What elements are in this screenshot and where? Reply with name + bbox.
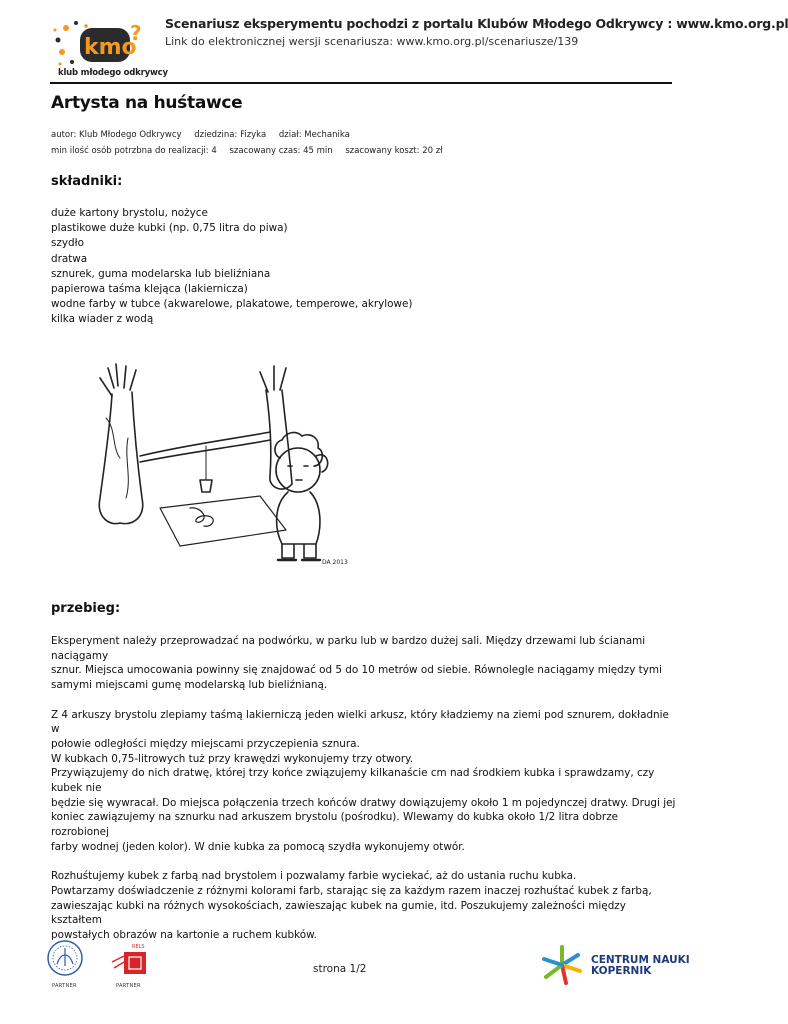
cnk-wordmark — [591, 955, 690, 977]
list-item: plastikowe duże kubki (np. 0,75 litra do piwa) — [51, 222, 288, 235]
text-line: połowie odległości między miejscami przyczepienia sznura. — [51, 737, 360, 750]
text-line: powstałych obrazów na kartonie a ruchem kubków. — [51, 929, 317, 942]
ingredients-heading: składniki: — [51, 174, 123, 189]
text-line: W kubkach 0,75-litrowych tuż przy krawędzi wykonujemy trzy otwory. — [51, 752, 414, 765]
cnk-line-1: CENTRUM NAUKI — [591, 954, 690, 966]
svg-text:RELS: RELS — [132, 944, 145, 950]
partner-1-logo — [45, 938, 85, 980]
partner-2-logo — [110, 942, 152, 978]
page-header — [0, 0, 788, 90]
meta-field: dziedzina: Fizyka — [194, 130, 267, 140]
source-line: Scenariusz eksperymentu pochodzi z portalu Klubów Młodego Odkrywcy : www.kmo.org.pl — [165, 16, 788, 31]
meta-time: szacowany czas: 45 min — [229, 146, 333, 156]
list-item: szydło — [51, 237, 84, 250]
cnk-logo — [540, 943, 585, 988]
procedure-heading: przebieg: — [51, 601, 121, 616]
list-item: kilka wiader z wodą — [51, 313, 154, 326]
text-line: sznur. Miejsca umocowania powinny się znajdować od 5 do 10 metrów od siebie. Równolegle naciągamy między tymi — [51, 664, 662, 677]
page-title: Artysta na huśtawce — [51, 93, 243, 113]
meta-min-people: min ilość osób potrzbna do realizacji: 4 — [51, 146, 217, 156]
text-line: Powtarzamy doświadczenie z różnymi kolorami farb, starając się za każdym razem inaczej rozhuśtać kubek z farbą, — [51, 884, 652, 897]
svg-text:kmo: kmo — [84, 35, 137, 60]
link-line[interactable]: Link do elektronicznej wersji scenariusza: www.kmo.org.pl/scenariusze/139 — [165, 35, 579, 48]
svg-text:?: ? — [130, 21, 142, 45]
meta-section: dział: Mechanika — [278, 130, 350, 140]
text-line: koniec zawiązujemy na sznurku nad arkuszem brystolu (pośrodku). Wlewamy do kubka około 1/2 litra dobrze rozrobionej — [51, 811, 619, 839]
text-line: Rozhuśtujemy kubek z farbą nad brystolem i pozwalamy farbie wyciekać, aż do ustania ruchu kubka. — [51, 870, 577, 883]
procedure-text — [51, 634, 676, 943]
text-line: będzie się wywracał. Do miejsca połączenia trzech końców dratwy dowiązujemy około 1 m pojedynczej dratwy. Drugi jej — [51, 796, 676, 809]
list-item: sznurek, guma modelarska lub bieliźniana — [51, 267, 271, 280]
list-item: duże kartony brystolu, nożyce — [51, 207, 208, 219]
text-line: samymi miejscami gumę modelarską lub bieliźnianą. — [51, 679, 328, 692]
text-line: Przywiązujemy do nich dratwę, której trzy końce związujemy kilkanaście cm nad środkiem kubka i sprawdzamy, czy kubek nie — [51, 767, 655, 795]
list-item: dratwa — [51, 252, 88, 265]
svg-text:DA 2013: DA 2013 — [322, 559, 348, 566]
meta-row-1 — [51, 130, 360, 140]
text-line: farby wodnej (jeden kolor). W dnie kubka za pomocą szydła wykonujemy otwór. — [51, 840, 465, 853]
text-line: Z 4 arkuszy brystolu zlepiamy taśmą lakierniczą jeden wielki arkusz, który kładziemy na ziemi pod sznurem, dokładnie w — [51, 708, 669, 736]
meta-row-2 — [51, 146, 453, 156]
experiment-illustration — [60, 358, 360, 580]
paragraph-gap — [51, 693, 676, 708]
meta-cost: szacowany koszt: 20 zł — [345, 146, 443, 156]
ingredients-list — [51, 206, 412, 328]
logo-caption: klub młodego odkrywcy — [58, 68, 168, 78]
paragraph-gap — [51, 855, 676, 870]
page-number: strona 1/2 — [313, 963, 367, 975]
text-line: Eksperyment należy przeprowadzać na podwórku, w parku lub w bardzo dużej sali. Między drzewami lub ścianami naciągamy — [51, 635, 646, 662]
partner-2-label: PARTNER — [116, 983, 141, 989]
list-item: papierowa taśma klejąca (lakiernicza) — [51, 283, 248, 296]
text-line: zawieszając kubki na różnych wysokościach, zawieszając kubek na gumie, itd. Poszukujemy zależności między kształtem — [51, 899, 626, 927]
meta-author: autor: Klub Młodego Odkrywcy — [51, 130, 182, 140]
header-divider — [50, 82, 672, 84]
partner-1-label: PARTNER — [52, 983, 77, 989]
list-item: wodne farby w tubce (akwarelowe, plakatowe, temperowe, akrylowe) — [51, 298, 413, 311]
cnk-line-2: KOPERNIK — [591, 965, 652, 977]
